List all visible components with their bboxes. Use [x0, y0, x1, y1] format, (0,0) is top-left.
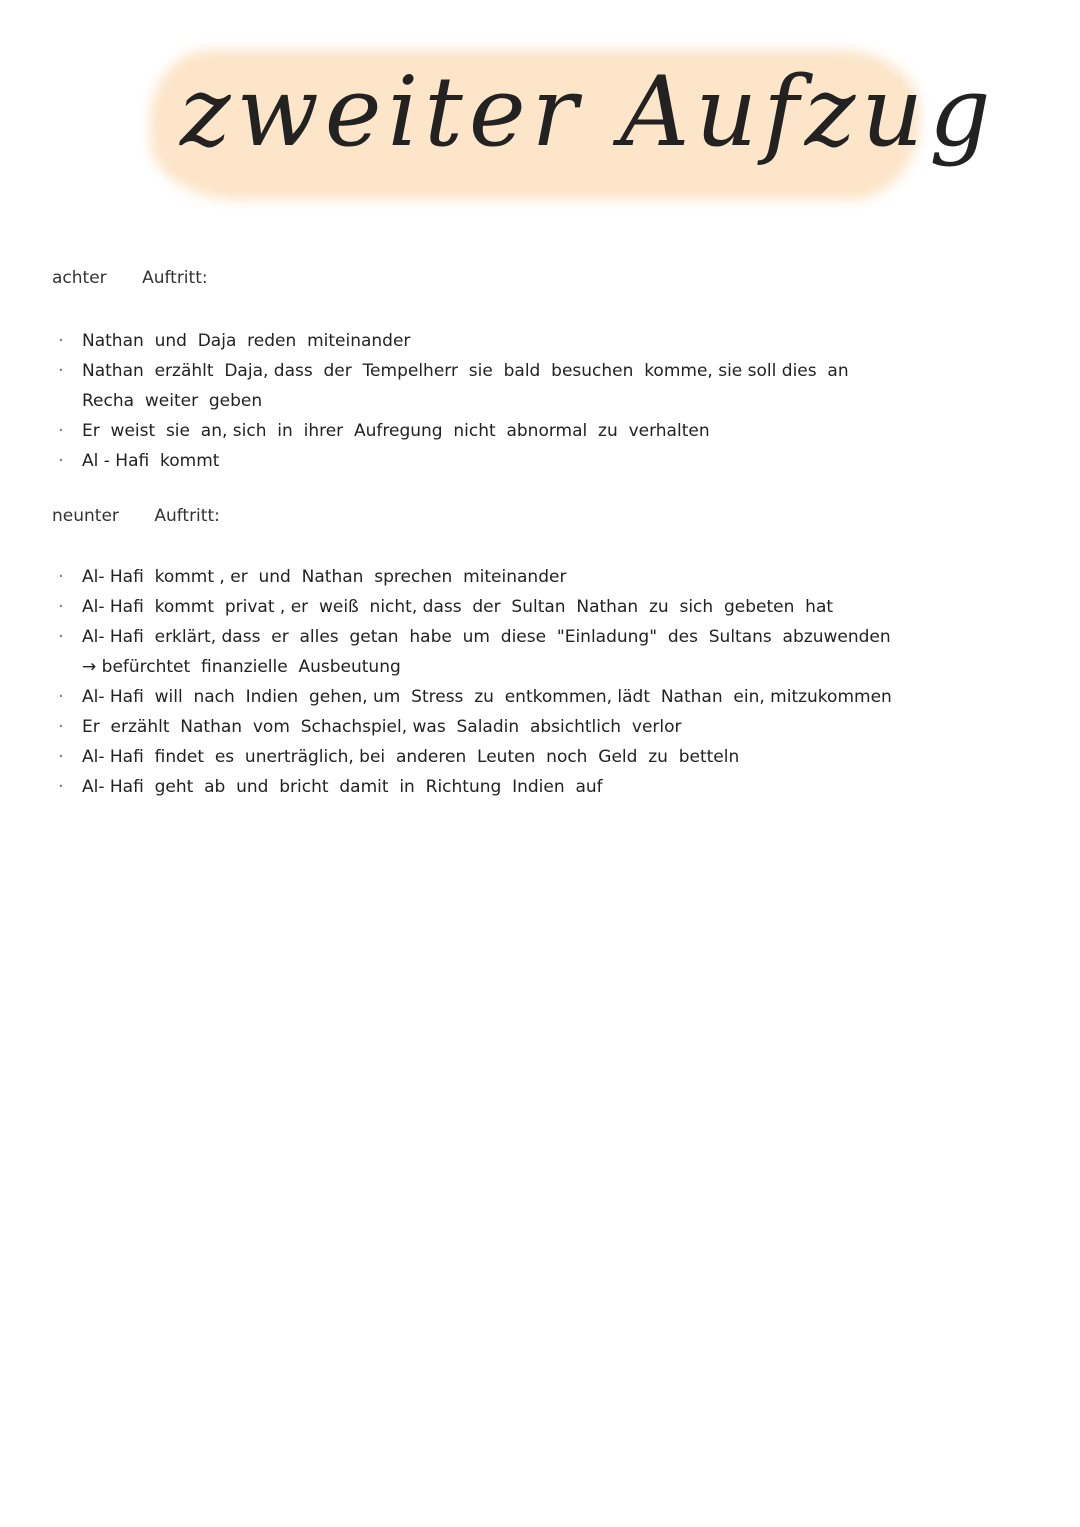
list-item: · Er erzählt Nathan vom Schachspiel, was Saladin absichtlich verlor: [58, 712, 1068, 742]
heading-ordinal: neunter: [52, 506, 119, 526]
list-item: · Al- Hafi kommt , er und Nathan sprechen miteinander: [58, 562, 1068, 592]
list-item: · Al- Hafi kommt privat , er weiß nicht, dass der Sultan Nathan zu sich gebeten hat: [58, 592, 1068, 622]
list-item: · Al- Hafi findet es unerträglich, bei anderen Leuten noch Geld zu betteln: [58, 742, 1068, 772]
list-item-continuation: Recha weiter geben: [82, 391, 263, 411]
list-item-continuation: → befürchtet finanzielle Ausbeutung: [82, 657, 401, 677]
list-item: · Al - Hafi kommt: [58, 446, 1058, 476]
page-title: zweiter Aufzug: [180, 56, 997, 168]
list-item: · Al- Hafi will nach Indien gehen, um Stress zu entkommen, lädt Nathan ein, mitzukommen: [58, 682, 1068, 712]
list-item: · Al- Hafi erklärt, dass er alles getan habe um diese "Einladung" des Sultans abzuwenden: [58, 622, 1068, 652]
title-area: [150, 28, 997, 208]
notes-list-achter: [58, 326, 1058, 476]
notes-list-neunter: [58, 562, 1068, 802]
list-item: · Nathan erzählt Daja, dass der Tempelherr sie bald besuchen komme, sie soll dies an: [58, 356, 1058, 386]
list-item: · Al- Hafi geht ab und bricht damit in Richtung Indien auf: [58, 772, 1068, 802]
heading-ordinal: achter: [52, 268, 107, 288]
heading-label: Auftritt:: [154, 506, 220, 526]
section-heading-achter: [52, 268, 208, 288]
list-item: · Er weist sie an, sich in ihrer Aufregung nicht abnormal zu verhalten: [58, 416, 1058, 446]
heading-label: Auftritt:: [142, 268, 208, 288]
list-item: · Nathan und Daja reden miteinander: [58, 326, 1058, 356]
section-heading-neunter: [52, 506, 220, 526]
